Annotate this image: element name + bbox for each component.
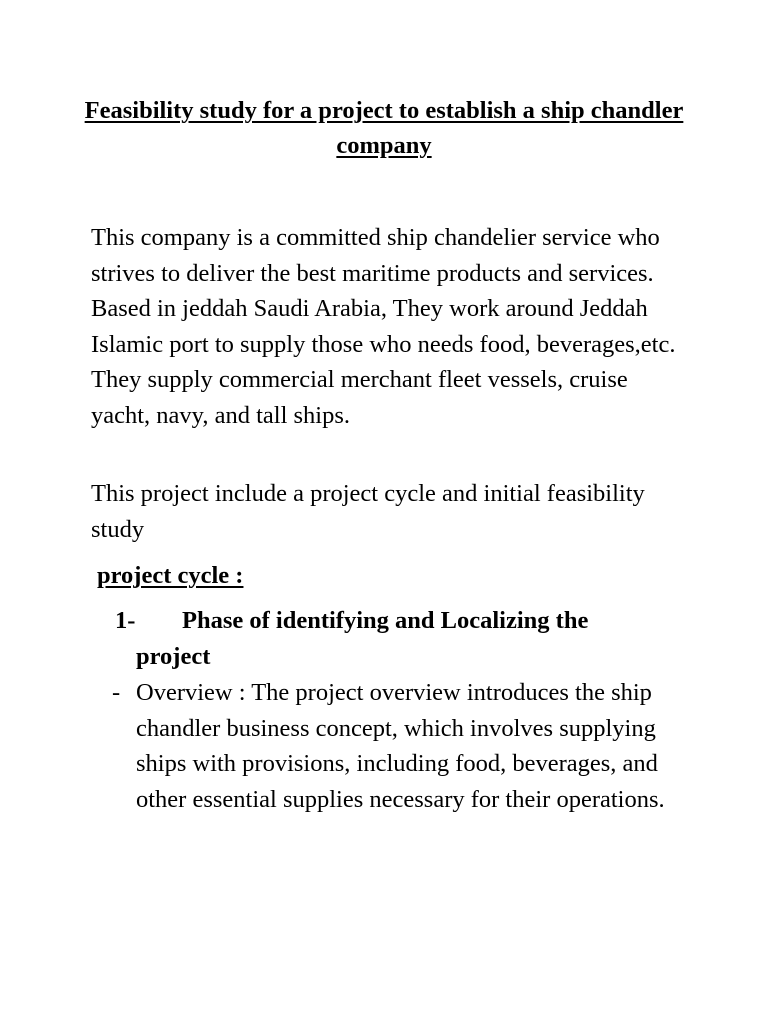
scope-paragraph: This project include a project cycle and initial feasibility study: [91, 480, 645, 543]
section-heading-project-cycle: project cycle :: [97, 562, 244, 589]
document-title: Feasibility study for a project to establish a ship chandler company: [84, 97, 684, 159]
overview-text: Overview : The project overview introduces the ship chandler business concept, which involves supplying ships with provisions, including food, beverages, and other essential supplies necessary for their operations.: [136, 679, 665, 813]
phase-title-line1: Phase of identifying and Localizing the: [182, 607, 589, 634]
bullet-dash: -: [112, 679, 121, 706]
intro-paragraph: This company is a committed ship chandelier service who strives to deliver the best maritime products and services. Based in jeddah Saudi Arabia, They work around Jeddah Islamic port to supply those who needs food, beverages,etc. They supply commercial merchant fleet vessels, cruise yacht, navy, and tall ships.: [91, 224, 676, 429]
phase-number: 1-: [115, 607, 136, 634]
phase-title-line2: project: [136, 642, 211, 670]
